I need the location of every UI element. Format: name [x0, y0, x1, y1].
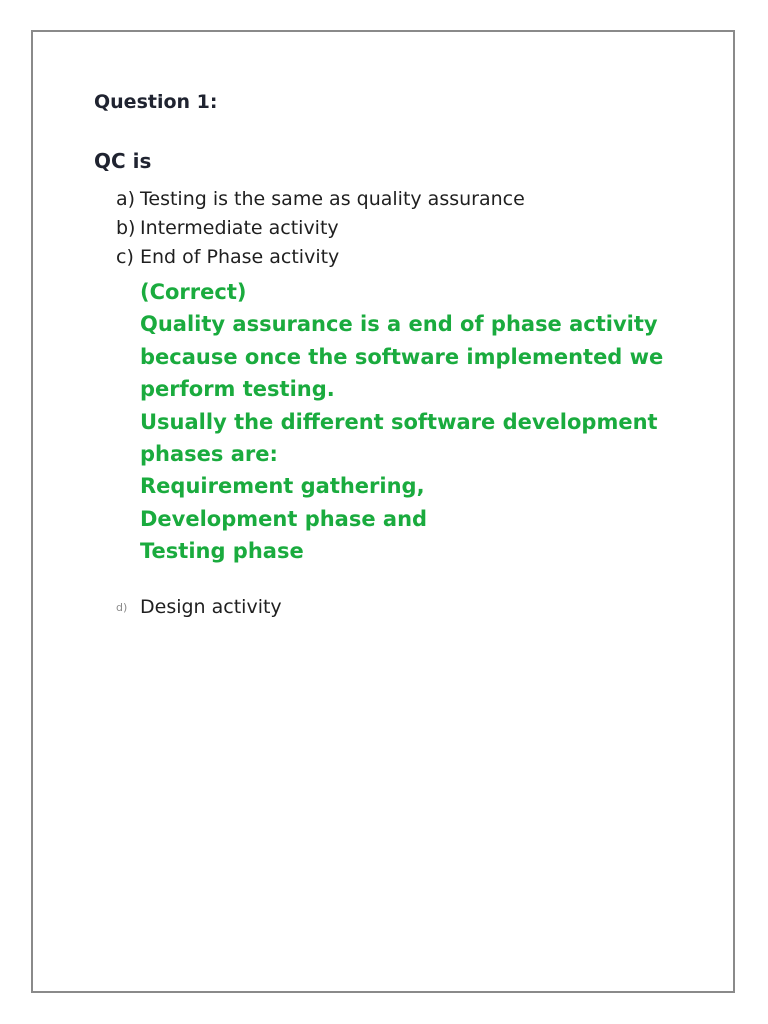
- answer-line: Quality assurance is a end of phase activity: [140, 312, 658, 337]
- option-d-letter: d): [116, 601, 128, 614]
- answer-line: because once the software implemented we: [140, 344, 664, 369]
- question-heading: Question 1:: [94, 91, 218, 113]
- option-c-letter: c): [116, 246, 134, 268]
- answer-line: Requirement gathering,: [140, 474, 425, 499]
- answer-line: perform testing.: [140, 377, 335, 402]
- answer-explanation: [140, 276, 663, 568]
- option-b-text: Intermediate activity: [140, 217, 339, 239]
- answer-line: phases are:: [140, 442, 278, 467]
- answer-line: Testing phase: [140, 539, 304, 564]
- option-a-letter: a): [116, 188, 136, 210]
- option-a-text: Testing is the same as quality assurance: [140, 188, 525, 210]
- option-b: [116, 217, 339, 239]
- option-d: [116, 596, 282, 618]
- option-c-text: End of Phase activity: [140, 246, 340, 268]
- answer-line: (Correct): [140, 280, 247, 304]
- option-a: [116, 188, 525, 210]
- answer-line: Development phase and: [140, 506, 428, 531]
- question-prompt: QC is: [94, 149, 152, 173]
- option-d-text: Design activity: [140, 596, 282, 618]
- option-b-letter: b): [116, 217, 136, 239]
- answer-line: Usually the different software development: [140, 409, 658, 434]
- option-c: [116, 246, 339, 268]
